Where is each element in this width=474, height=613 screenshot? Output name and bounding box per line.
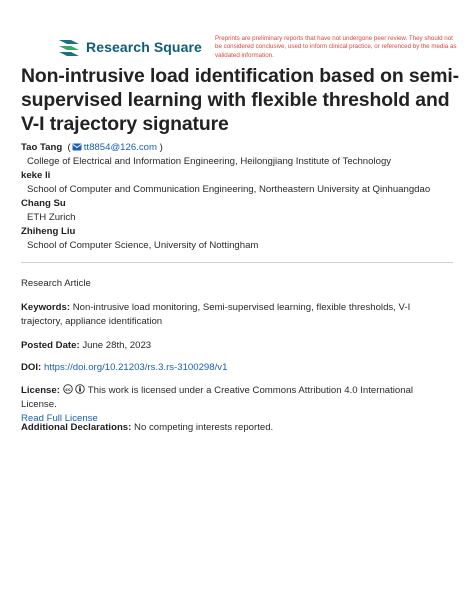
keywords-text: Non-intrusive load monitoring, Semi-supervised learning, flexible thresholds, V-I trajectory, appliance identification bbox=[21, 302, 411, 327]
read-full-license-link[interactable]: Read Full License bbox=[21, 413, 98, 424]
doi-link[interactable]: https://doi.org/10.21203/rs.3.rs-3100298/v1 bbox=[43, 362, 228, 373]
article-type: Research Article bbox=[21, 278, 91, 289]
license-text: This work is licensed under a Creative Commons Attribution 4.0 International License. bbox=[21, 385, 414, 410]
author-email-link[interactable]: tt8854@126.com bbox=[83, 142, 157, 153]
additional-declarations bbox=[21, 421, 451, 435]
author-name: keke li bbox=[21, 170, 51, 181]
paper-title: Non-intrusive load identification based on semi-supervised learning with flexible threshold and V-I trajectory signature bbox=[21, 65, 460, 135]
author-entry bbox=[21, 141, 461, 155]
email-close-paren: ) bbox=[156, 142, 163, 153]
email-open-paren: ( bbox=[64, 142, 71, 153]
author-affiliation: ETH Zurich bbox=[27, 212, 76, 223]
doi-label: DOI: bbox=[21, 362, 42, 373]
author-affiliation: College of Electrical and Information Engineering, Heilongjiang Institute of Technology bbox=[27, 156, 392, 167]
declarations-text: No competing interests reported. bbox=[134, 422, 274, 433]
license bbox=[21, 384, 451, 426]
research-square-logo-icon bbox=[57, 37, 81, 57]
preprint-disclaimer: Preprints are preliminary reports that have not undergone peer review. They should not be considered conclusive, used to inform clinical practice, or referenced by the media as validated information. bbox=[215, 35, 457, 59]
logo-text: Research Square bbox=[86, 39, 202, 55]
posted-date bbox=[21, 339, 451, 353]
posted-date-label: Posted Date: bbox=[21, 340, 80, 351]
posted-date-value: June 28th, 2023 bbox=[82, 340, 152, 351]
author-name: Tao Tang bbox=[21, 142, 63, 153]
author-affiliation: School of Computer Science, University of Nottingham bbox=[27, 240, 259, 251]
author-list bbox=[21, 141, 461, 253]
creative-commons-icon bbox=[63, 384, 73, 394]
declarations-label: Additional Declarations: bbox=[21, 422, 132, 433]
section-divider bbox=[21, 262, 453, 263]
author-name: Zhiheng Liu bbox=[21, 226, 76, 237]
license-label: License: bbox=[21, 385, 60, 396]
keywords bbox=[21, 301, 451, 329]
author-name: Chang Su bbox=[21, 198, 66, 209]
mail-icon bbox=[72, 143, 82, 151]
author-affiliation: School of Computer and Communication Engineering, Northeastern University at Qinhuangdao bbox=[27, 184, 431, 195]
svg-text:cc: cc bbox=[64, 387, 71, 393]
attribution-icon bbox=[75, 384, 85, 394]
research-square-logo[interactable] bbox=[57, 37, 202, 57]
doi bbox=[21, 361, 451, 375]
keywords-label: Keywords: bbox=[21, 302, 71, 313]
